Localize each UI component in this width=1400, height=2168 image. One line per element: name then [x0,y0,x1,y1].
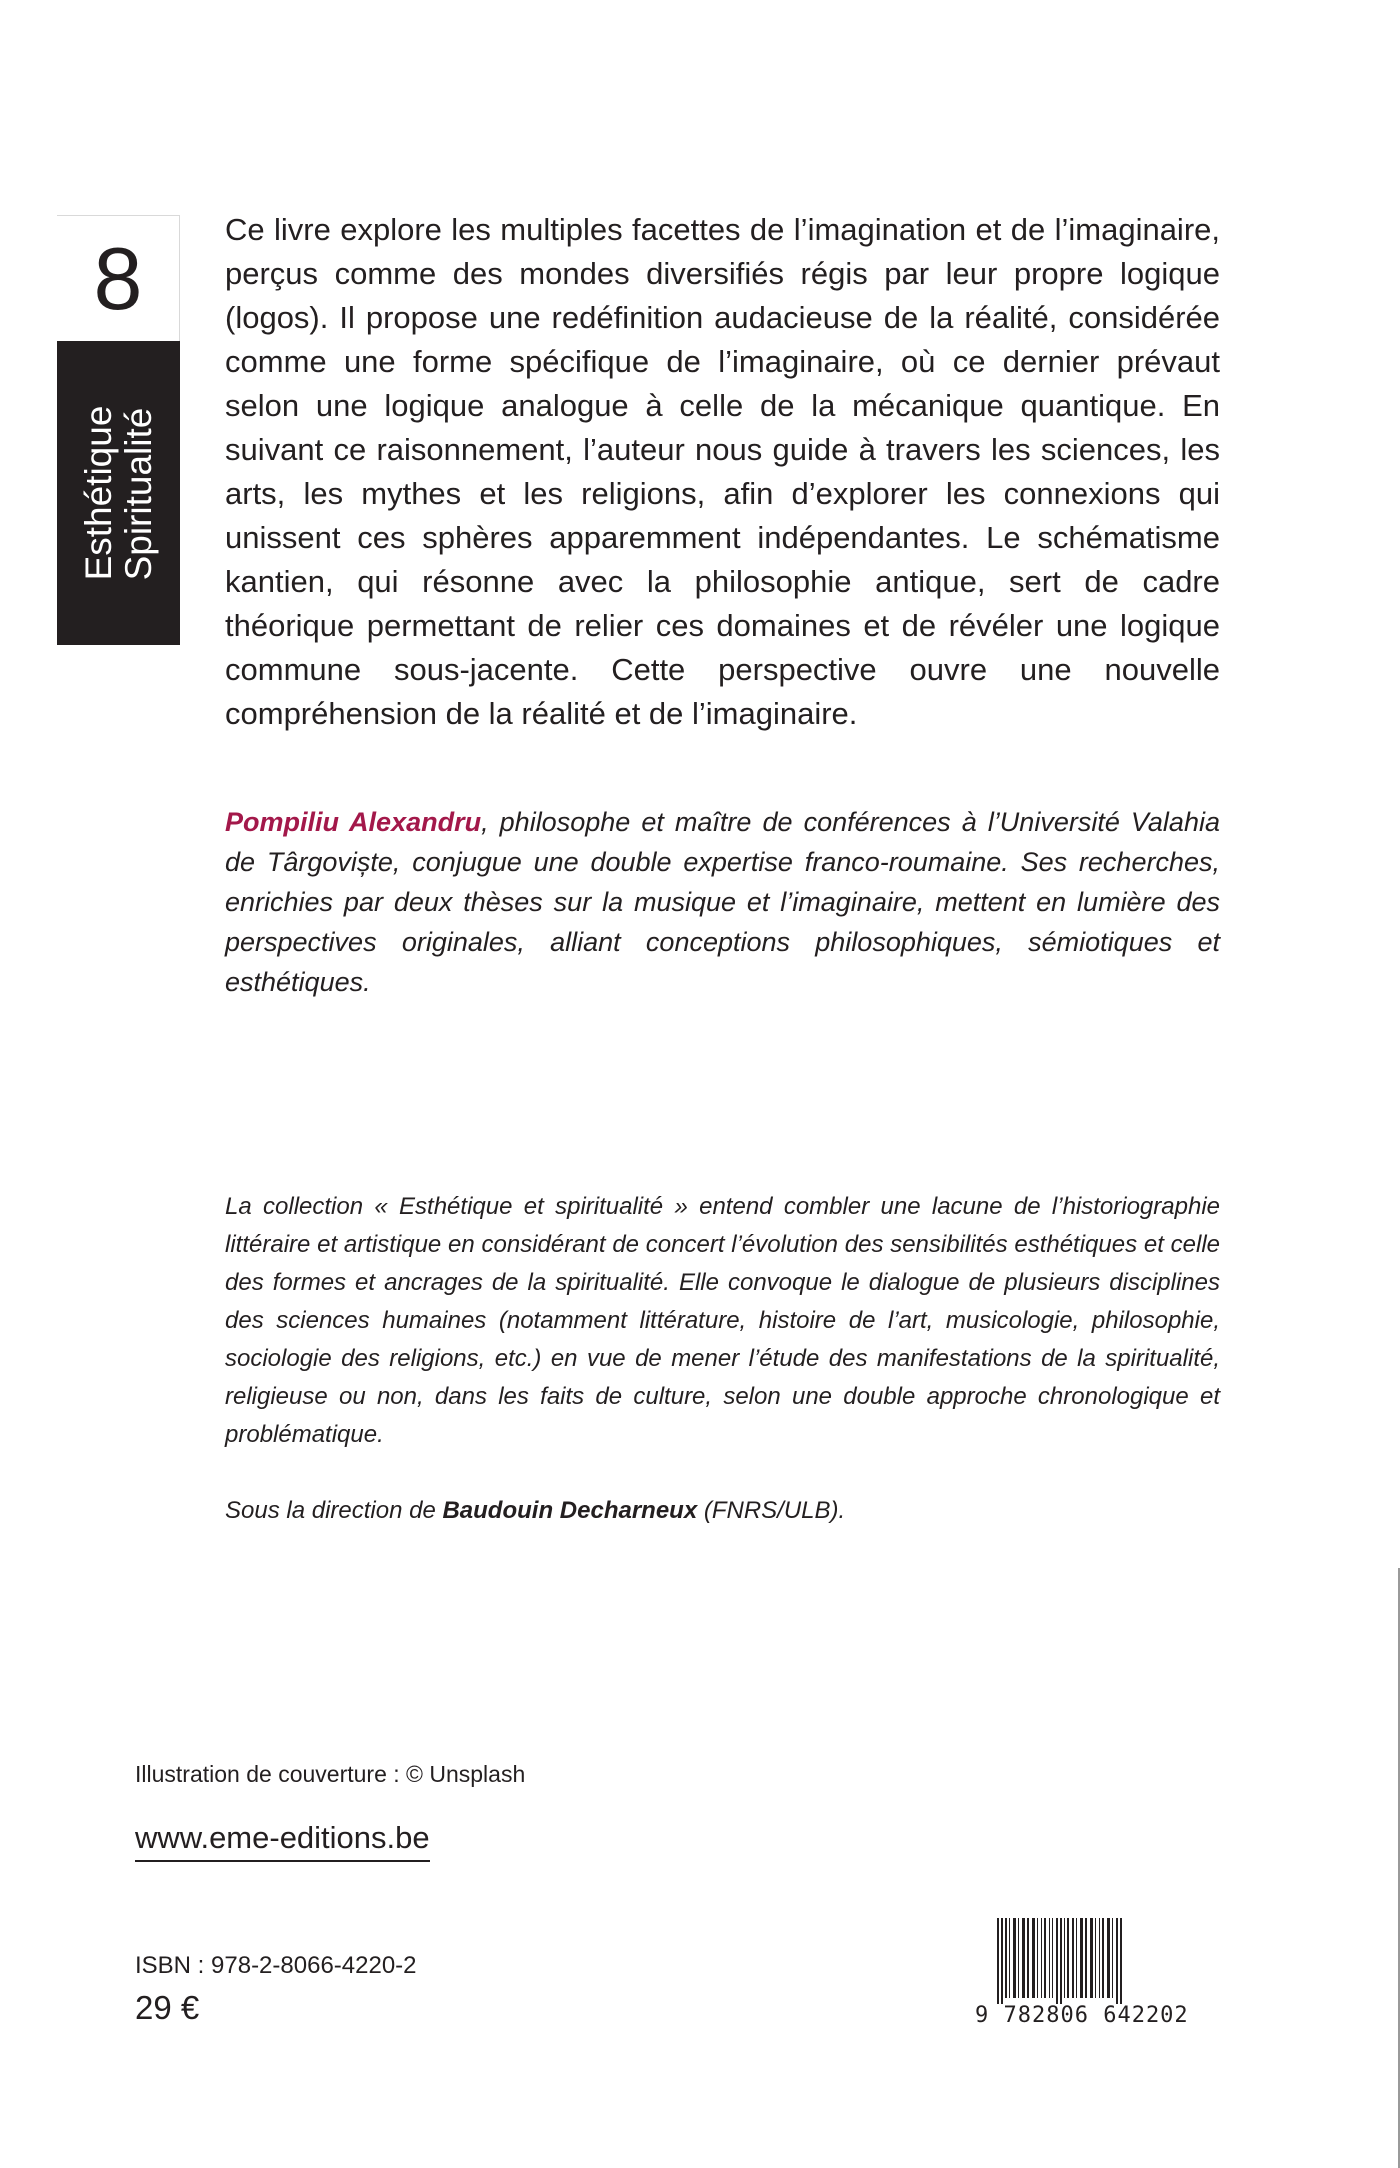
barcode-bar [1041,1918,1042,1998]
barcode-bar [1022,1918,1025,1998]
barcode-bar [1107,1918,1110,1998]
series-box [57,215,180,645]
barcode-bar [1076,1918,1077,1998]
book-description: Ce livre explore les multiples facettes de l’imagination et de l’imaginaire, perçus comme des mondes diversifiés régis par leur propre logique (logos). Il propose une redéfinition audacieuse de la réalité, considérée comme une forme spécifique de l’imaginaire, où ce dernier prévaut selon une logique analogue à celle de la mécanique quantique. En suivant ce raisonnement, l’auteur nous guide à travers les sciences, les arts, les mythes et les religions, afin d’explorer les connexions qui unissent ces sphères apparemment indépendantes. Le schématisme kantien, qui résonne avec la philosophie antique, sert de cadre théorique permettant de relier ces domaines et de révéler une logique commune sous-jacente. Cette perspective ouvre une nouvelle compréhension de la réalité et de l’imaginaire. [225,212,1220,731]
isbn: ISBN : 978-2-8066-4220-2 [135,1952,417,1979]
barcode-bar [1080,1918,1083,1998]
barcode-bar [1018,1918,1019,1998]
barcode-bar [1064,1918,1065,1998]
collection-description: La collection « Esthétique et spiritualité » entend combler une lacune de l’historiographie littéraire et artistique en considérant de concert l’évolution des sensibilités esthétiques et celle des formes et ancrages de la spiritualité. Elle convoque le dialogue de plusieurs disciplines des sciences humaines (notamment littérature, histoire de l’art, musicologie, philosophie, sociologie des religions, etc.) en vue de mener l’étude des manifestations de la spiritualité, religieuse ou non, dans les faits de culture, selon une double approche chronologique et problématique. [225,1193,1220,1448]
barcode-bar [1120,1918,1122,2004]
author-bio [225,802,1220,1002]
illustration-credit: Illustration de couverture : © Unsplash [135,1761,526,1787]
series-label-line2: Spiritualité [117,407,159,581]
barcode-bar [1037,1918,1038,1998]
barcode-bar [1099,1918,1100,1998]
series-number: 8 [57,215,180,341]
barcode-bar [1102,1918,1104,1998]
author-name: Pompiliu Alexandru [225,807,482,837]
director-name: Baudouin Decharneux [442,1497,698,1524]
barcode [975,1918,1220,2032]
barcode-bar [1056,1918,1058,2004]
author-bio-text: , philosophe et maître de conférences à l’Université Valahia de Târgoviște, conjugue une double expertise franco-roumaine. Ses recherches, enrichies par deux thèses sur la musique et l’imaginaire, mettent en lumière des perspectives originales, alliant conceptions philosophiques, sémiotiques et esthétiques. [225,807,1220,997]
barcode-bar [1090,1918,1093,1998]
barcode-bar [1049,1918,1050,1998]
direction-prefix: Sous la direction de [225,1497,443,1524]
barcode-bars [975,1918,1220,2004]
barcode-bar [1001,1918,1003,2004]
barcode-bar [1116,1918,1118,2004]
barcode-bar [1052,1918,1053,1998]
series-label [79,406,159,581]
barcode-bar [1027,1918,1029,1998]
publisher-website-link[interactable]: www.eme-editions.be [135,1818,430,1862]
series-label-line1: Esthétique [77,405,119,581]
collection-direction [225,1492,845,1530]
barcode-bar [1044,1918,1046,1998]
barcode-bar [1005,1918,1007,1998]
barcode-bar [1085,1918,1087,1998]
barcode-bar [1095,1918,1096,1998]
barcode-digits: 9 782806 642202 [975,2003,1189,2028]
barcode-bar [1013,1918,1016,1998]
barcode-bar [997,1918,999,2004]
series-label-box [57,341,180,645]
direction-suffix: (FNRS/ULB). [697,1497,846,1524]
barcode-bar [1067,1918,1069,1998]
barcode-bar [1032,1918,1035,1998]
barcode-bar [1072,1918,1074,1998]
price: 29 € [135,1989,200,2026]
barcode-bar [1060,1918,1062,2004]
barcode-bar [1009,1918,1010,1998]
barcode-bar [1112,1918,1113,1998]
